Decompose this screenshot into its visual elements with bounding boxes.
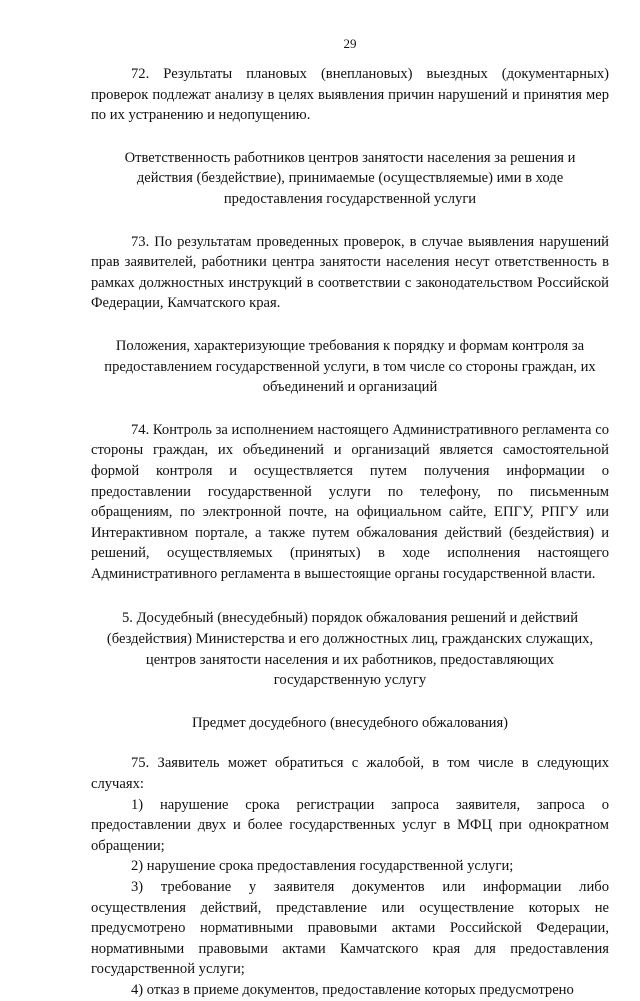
paragraph-72: 72. Результаты плановых (внеплановых) выездных (документарных) проверок подлежат анализу в целях выявления причин нарушений и принятия мер по их устранению и недопущению.: [91, 66, 609, 124]
paragraph-73: 73. По результатам проведенных проверок, в случае выявления нарушений прав заявителей, работники центра занятости населения несут ответственность в рамках должностных инструкций в соответствии с законодательством Российской Федерации, Камчатского края.: [91, 233, 609, 312]
heading-responsibility: Ответственность работников центров занятости населения за решения и действия (бездействие), принимаемые (осуществляемые) ими в ходе предоставления государственной услуги: [124, 149, 576, 207]
page-number: 29: [343, 36, 357, 51]
document-page: [91, 36, 609, 1001]
list-item-3: 3) требование у заявителя документов или информации либо осуществления действий, представление или осуществление которых не предусмотрено нормативными правовыми актами Российской Федерации, нормативными правовыми актами Камчатского края для предоставления государственной услуги;: [91, 879, 609, 978]
section-5-heading: 5. Досудебный (внесудебный) порядок обжалования решений и действий (бездействия) Министерства и его должностных лиц, гражданских служащих, центров занятости населения и их работников, предоставляющих государственную услугу: [106, 610, 594, 689]
list-item-2: 2) нарушение срока предоставления государственной услуги;: [131, 858, 514, 875]
subheading-appeal-subject: Предмет досудебного (внесудебного обжалования): [191, 714, 509, 731]
heading-control-requirements: Положения, характеризующие требования к порядку и формам контроля за предоставлением государственной услуги, в том числе со стороны граждан, их объединений и организаций: [104, 337, 596, 396]
list-item-4: 4) отказ в приеме документов, предоставление которых предусмотрено: [131, 981, 574, 998]
paragraph-74: 74. Контроль за исполнением настоящего Административного регламента со стороны граждан, их объединений и организаций является самостоятельной формой контроля и осуществляется путем получения информации о предоставлении государственной услуги по телефону, по письменным обращениям, по электронной почте, на официальном сайте, ЕПГУ, РПГУ или Интерактивном портале, а также путем обжалования действий (бездействия) и решений, осуществляемых (принятых) в ходе исполнения настоящего Административного регламента в вышестоящие органы государственной власти.: [91, 421, 609, 582]
paragraph-75: 75. Заявитель может обратиться с жалобой, в том числе в следующих случаях:: [91, 755, 609, 793]
list-item-1: 1) нарушение срока регистрации запроса заявителя, запроса о предоставлении двух и более государственных услуг в МФЦ при однократном обращении;: [91, 796, 609, 854]
